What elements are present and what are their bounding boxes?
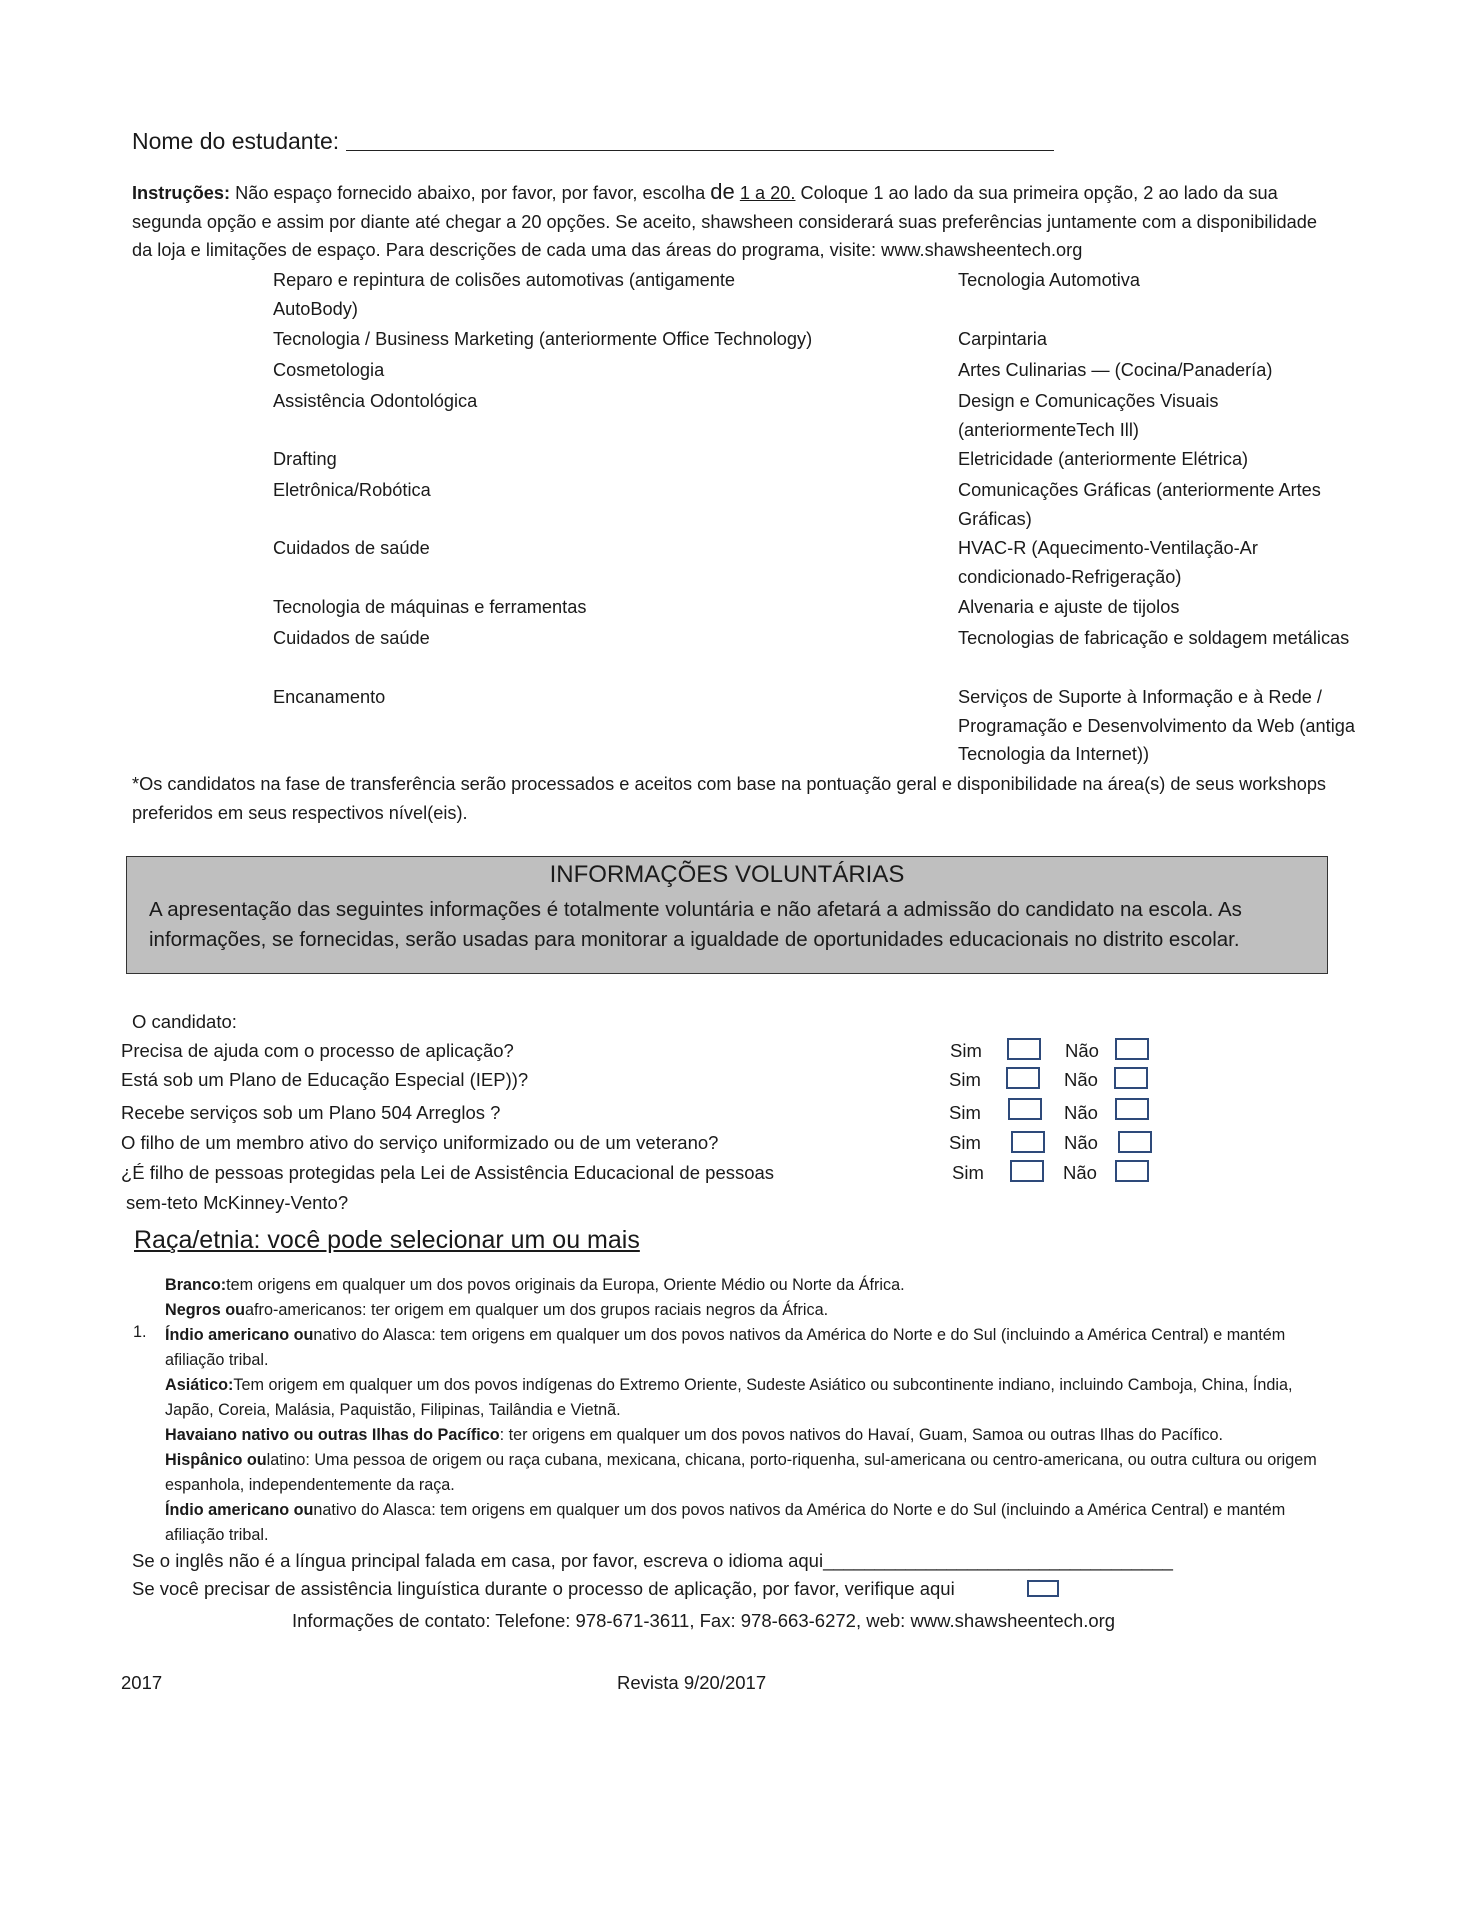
q2-yes-label: Sim bbox=[949, 1069, 981, 1090]
question-2: Está sob um Plano de Educação Especial (IEP))? bbox=[121, 1069, 529, 1090]
program-left-1: Reparo e repintura de colisões automotivas (antigamente AutoBody) bbox=[273, 270, 736, 319]
question-5: ¿É filho de pessoas protegidas pela Lei de Assistência Educacional de pessoas bbox=[121, 1162, 775, 1183]
program-right-8: Alvenaria e ajuste de tijolos bbox=[958, 597, 1180, 617]
race-entry-black bbox=[165, 1298, 1345, 1323]
program-left-7: Cuidados de saúde bbox=[273, 538, 430, 558]
q5-no-label: Não bbox=[1063, 1162, 1097, 1183]
question-3: Recebe serviços sob um Plano 504 Arreglos ? bbox=[121, 1102, 501, 1123]
language-prompt: Se o inglês não é a língua principal falada em casa, por favor, escreva o idioma aqui bbox=[132, 1550, 824, 1571]
race-hispanic-label: Hispânico ou bbox=[165, 1451, 267, 1469]
student-name-row bbox=[132, 128, 1054, 155]
student-name-label: Nome do estudante: bbox=[132, 128, 340, 154]
race-entry-white bbox=[165, 1273, 1345, 1298]
q3-yes-checkbox[interactable] bbox=[1008, 1098, 1042, 1120]
question-1: Precisa de ajuda com o processo de aplicação? bbox=[121, 1040, 514, 1061]
race-asian-text: Tem origem em qualquer um dos povos indígenas do Extremo Oriente, Sudeste Asiático ou subcontinente indiano, incluindo Camboja, China, Índia, Japão, Coreia, Malásia, Paquistão, Filipinas, Tailândia e Vietnã. bbox=[165, 1376, 1293, 1419]
program-right-6: Comunicações Gráficas (anteriormente Artes Gráficas) bbox=[958, 480, 1321, 529]
program-right-2: Carpintaria bbox=[958, 329, 1047, 349]
program-right-1: Tecnologia Automotiva bbox=[958, 270, 1140, 290]
race-black-label: Negros ou bbox=[165, 1301, 246, 1319]
voluntary-title: INFORMAÇÕES VOLUNTÁRIAS bbox=[549, 861, 905, 888]
instructions-de: de bbox=[710, 179, 735, 204]
instructions-part1: Não espaço fornecido abaixo, por favor, por favor, escolha bbox=[230, 183, 711, 203]
q5-no-checkbox[interactable] bbox=[1115, 1160, 1149, 1182]
student-name-field[interactable] bbox=[346, 128, 1054, 151]
race-hawaiian-text: : ter origens em qualquer um dos povos nativos do Havaí, Guam, Samoa ou outras Ilhas do Pacífico. bbox=[499, 1426, 1224, 1444]
q5-yes-label: Sim bbox=[952, 1162, 984, 1183]
race-american-indian-text: nativo do Alasca: tem origens em qualquer um dos povos nativos da América do Norte e do Sul (incluindo a América Central) e mantém afiliação tribal. bbox=[165, 1326, 1286, 1369]
program-left-10: Encanamento bbox=[273, 687, 386, 707]
transfer-note: *Os candidatos na fase de transferência serão processados e aceitos com base na pontuação geral e disponibilidade na área(s) de seus workshops preferidos em seus respectivos nível(eis). bbox=[132, 774, 1327, 823]
program-right-7: HVAC-R (Aquecimento-Ventilação-Ar condicionado-Refrigeração) bbox=[958, 538, 1258, 587]
q2-no-label: Não bbox=[1064, 1069, 1098, 1090]
q2-no-checkbox[interactable] bbox=[1114, 1067, 1148, 1089]
instructions bbox=[132, 178, 1342, 265]
q1-yes-checkbox[interactable] bbox=[1007, 1038, 1041, 1060]
question-5-continued: sem-teto McKinney-Vento? bbox=[126, 1192, 349, 1213]
race-white-text: tem origens em qualquer um dos povos originais da Europa, Oriente Médio ou Norte da África. bbox=[226, 1276, 905, 1294]
language-line bbox=[132, 1550, 1173, 1572]
program-left-8: Tecnologia de máquinas e ferramentas bbox=[273, 597, 587, 617]
instructions-range: 1 a 20. bbox=[739, 183, 796, 203]
program-left-5: Drafting bbox=[273, 449, 337, 469]
q2-yes-checkbox[interactable] bbox=[1006, 1067, 1040, 1089]
question-4: O filho de um membro ativo do serviço uniformizado ou de um veterano? bbox=[121, 1132, 719, 1153]
q3-yes-label: Sim bbox=[949, 1102, 981, 1123]
race-title: Raça/etnia: você pode selecionar um ou mais bbox=[134, 1226, 640, 1254]
race-entry-asian bbox=[165, 1373, 1345, 1423]
q3-no-label: Não bbox=[1064, 1102, 1098, 1123]
q1-yes-label: Sim bbox=[950, 1040, 982, 1061]
race-hispanic-text: latino: Uma pessoa de origem ou raça cubana, mexicana, chicana, porto-riquenha, sul-americana ou centro-americana, ou outra cultura ou origem espanhola, independentemente da raça. bbox=[165, 1451, 1317, 1494]
program-right-4: Design e Comunicações Visuais (anteriormenteTech Ill) bbox=[958, 391, 1219, 440]
race-american-indian-2-label: Índio americano ou bbox=[165, 1501, 314, 1519]
footer-year: 2017 bbox=[121, 1672, 163, 1693]
program-right-9: Tecnologias de fabricação e soldagem metálicas bbox=[958, 628, 1350, 648]
program-left-3: Cosmetologia bbox=[273, 360, 385, 380]
contact-info: Informações de contato: Telefone: 978-671-3611, Fax: 978-663-6272, web: www.shawsheentech.org bbox=[292, 1610, 1116, 1631]
q4-no-checkbox[interactable] bbox=[1118, 1131, 1152, 1153]
q3-no-checkbox[interactable] bbox=[1115, 1098, 1149, 1120]
q4-yes-checkbox[interactable] bbox=[1011, 1131, 1045, 1153]
program-right-3: Artes Culinarias — (Cocina/Panadería) bbox=[958, 360, 1273, 380]
race-entry-hawaiian bbox=[165, 1423, 1345, 1448]
race-hawaiian-label: Havaiano nativo ou outras Ilhas do Pacífico bbox=[165, 1426, 500, 1444]
q5-yes-checkbox[interactable] bbox=[1010, 1160, 1044, 1182]
questions-intro: O candidato: bbox=[132, 1011, 237, 1032]
program-right-5: Eletricidade (anteriormente Elétrica) bbox=[958, 449, 1249, 469]
program-left-4: Assistência Odontológica bbox=[273, 391, 478, 411]
q4-no-label: Não bbox=[1064, 1132, 1098, 1153]
voluntary-info-box bbox=[126, 856, 1328, 974]
q4-yes-label: Sim bbox=[949, 1132, 981, 1153]
race-entry-american-indian bbox=[165, 1323, 1345, 1373]
language-assistance-line bbox=[132, 1578, 955, 1600]
race-list-number: 1. bbox=[133, 1323, 147, 1341]
race-american-indian-label: Índio americano ou bbox=[165, 1326, 314, 1344]
program-left-9: Cuidados de saúde bbox=[273, 628, 430, 648]
race-black-text: afro-americanos: ter origem em qualquer um dos grupos raciais negros da África. bbox=[245, 1301, 829, 1319]
race-american-indian-2-text: nativo do Alasca: tem origens em qualquer um dos povos nativos da América do Norte e do Sul (incluindo a América Central) e mantém afiliação tribal. bbox=[165, 1501, 1286, 1544]
language-assistance-prompt: Se você precisar de assistência linguística durante o processo de aplicação, por favor, verifique aqui bbox=[132, 1578, 955, 1599]
instructions-part2: Coloque 1 ao lado da sua primeira opção, 2 ao lado da sua segunda opção e assim por diante até chegar a 20 opções. Se aceito, shawsheen considerará suas preferências juntamente com a disponibilidade da loja e limitações de espaço. Para descrições de cada uma das áreas do programa, visite: www.shawsheentech.org bbox=[132, 183, 1317, 260]
language-field[interactable]: __________________________________ bbox=[823, 1550, 1173, 1571]
program-right-10: Serviços de Suporte à Informação e à Rede / Programação e Desenvolvimento da Web (antiga Tecnologia da Internet)) bbox=[958, 687, 1355, 764]
language-assistance-checkbox[interactable] bbox=[1027, 1580, 1059, 1597]
race-entry-american-indian-2 bbox=[165, 1498, 1345, 1548]
race-asian-label: Asiático: bbox=[165, 1376, 234, 1394]
program-left-6: Eletrônica/Robótica bbox=[273, 480, 431, 500]
q1-no-label: Não bbox=[1065, 1040, 1099, 1061]
instructions-label: Instruções: bbox=[132, 183, 231, 203]
race-white-label: Branco: bbox=[165, 1276, 227, 1294]
race-entry-hispanic bbox=[165, 1448, 1345, 1498]
voluntary-text: A apresentação das seguintes informações é totalmente voluntária e não afetará a admissão do candidato na escola. As informações, se fornecidas, serão usadas para monitorar a igualdade de oportunidades educacionais no distrito escolar. bbox=[149, 898, 1242, 951]
footer-revision: Revista 9/20/2017 bbox=[617, 1672, 767, 1693]
program-left-2: Tecnologia / Business Marketing (anteriormente Office Technology) bbox=[273, 329, 813, 349]
q1-no-checkbox[interactable] bbox=[1115, 1038, 1149, 1060]
